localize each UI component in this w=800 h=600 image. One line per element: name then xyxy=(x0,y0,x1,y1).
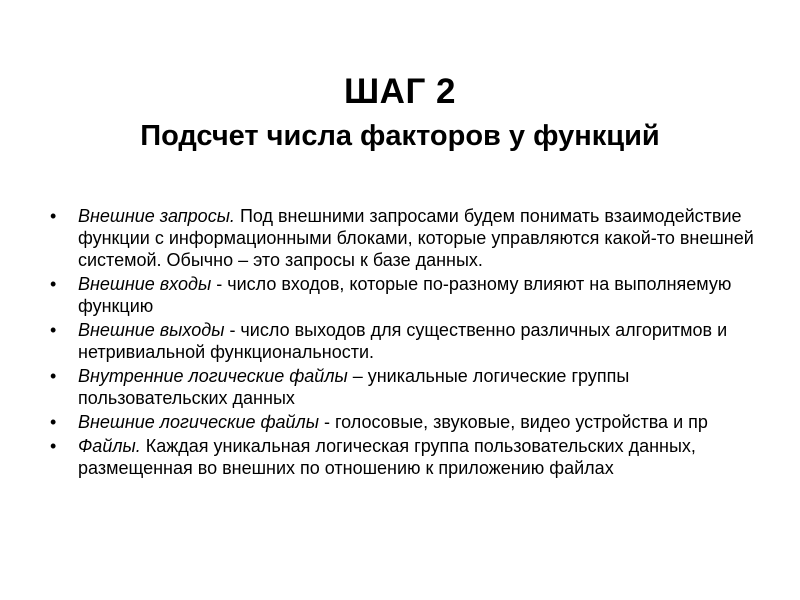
bullet-item-files xyxy=(48,435,768,479)
slide-subtitle: Подсчет числа факторов у функций xyxy=(140,120,660,152)
bullet-term: Внешние запросы. xyxy=(78,206,235,226)
bullet-term: Внешние логические файлы xyxy=(78,412,319,432)
bullet-dot-icon: • xyxy=(50,412,57,432)
bullet-item-external-inputs xyxy=(48,273,768,317)
bullet-text: Каждая уникальная логическая группа пользовательских данных, размещенная во внешних по отношению к приложению файлах xyxy=(78,436,696,478)
bullet-item-internal-logical-files xyxy=(48,365,768,409)
bullet-term: Внешние выходы xyxy=(78,320,225,340)
bullet-text: – уникальные логические группы пользовательских данных xyxy=(78,366,630,408)
bullet-term: Внутренние логические файлы xyxy=(78,366,348,386)
bullet-dot-icon: • xyxy=(50,436,57,456)
bullet-text: - голосовые, звуковые, видео устройства и пр xyxy=(318,412,708,432)
bullet-list xyxy=(48,205,768,481)
bullet-dot-icon: • xyxy=(50,206,57,226)
bullet-text: - число выходов для существенно различных алгоритмов и нетривиальной функциональности. xyxy=(78,320,728,362)
bullet-dot-icon: • xyxy=(50,274,57,294)
bullet-text: - число входов, которые по-разному влияют на выполняемую функцию xyxy=(78,274,732,316)
bullet-item-external-outputs xyxy=(48,319,768,363)
bullet-item-external-queries xyxy=(48,205,768,271)
bullet-dot-icon: • xyxy=(50,366,57,386)
bullet-dot-icon: • xyxy=(50,320,57,340)
bullet-text: Под внешними запросами будем понимать взаимодействие функции с информационными блоками, которые управляются какой-то внешней системой. Обычно – это запросы к базе данных. xyxy=(78,206,754,270)
bullet-item-external-logical-files xyxy=(48,411,768,433)
bullet-term: Внешние входы xyxy=(78,274,212,294)
slide-title: ШАГ 2 xyxy=(344,72,456,111)
bullet-term: Файлы. xyxy=(78,436,141,456)
